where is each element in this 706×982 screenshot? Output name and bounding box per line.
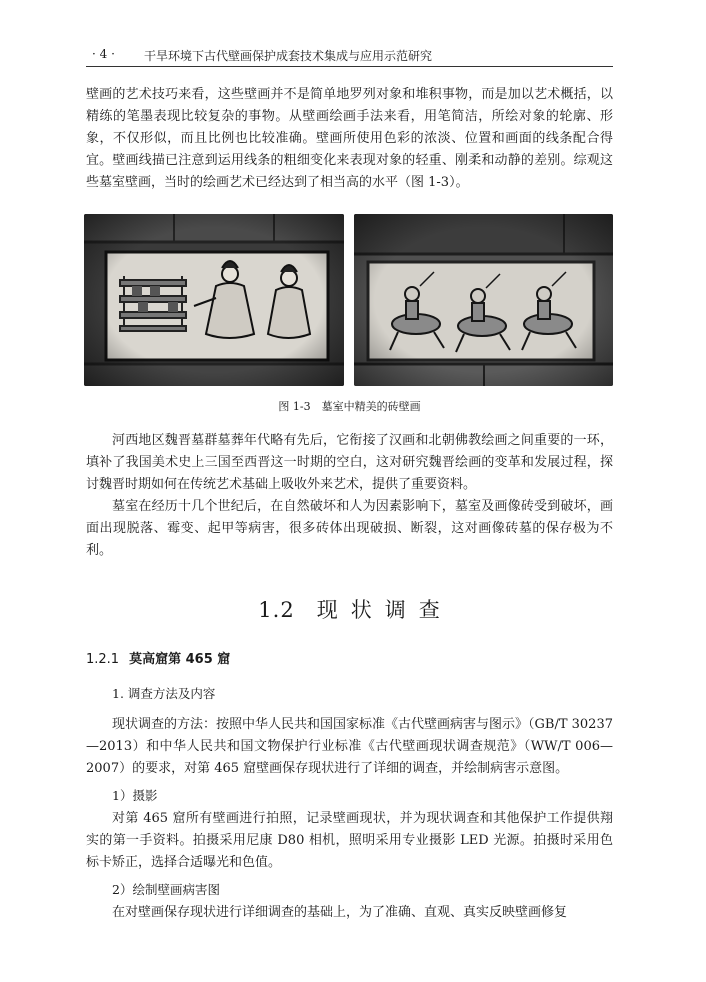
paragraph-hexi: 河西地区魏晋墓群墓葬年代略有先后，它衔接了汉画和北朝佛教绘画之间重要的一环，填补了我国美术史上三国至西晋这一时期的空白，这对研究魏晋绘画的变革和发展过程，探讨魏晋时期如何在传统艺术基础上吸收外来艺术，提供了重要资料。 xyxy=(86,433,613,492)
method-paragraph: 现状调查的方法：按照中华人民共和国国家标准《古代壁画病害与图示》（GB/T 30237—2013）和中华人民共和国文物保护行业标准《古代壁画现状调查规范》（WW/T 006—2007）的要求，对第 465 窟壁画保存现状进行了详细的调查，并绘制病害示意图。 xyxy=(86,717,613,776)
paragraph-damage: 墓室在经历十几个世纪后，在自然破坏和人为因素影响下，墓室及画像砖受到破坏，画面出现脱落、霉变、起甲等病害，很多砖体出现破损、断裂，这对画像砖墓的保存极为不利。 xyxy=(86,499,613,558)
section-title-char: 查 xyxy=(418,598,441,622)
section-title-char: 状 xyxy=(350,598,373,622)
photo-paragraph: 对第 465 窟所有壁画进行拍照，记录壁画现状，并为现状调查和其他保护工作提供翔实的第一手资料。拍摄采用尼康 D80 相机，照明采用专业摄影 LED 光源。拍摄时采用色标卡矫正，选择合适曝光和色值。 xyxy=(86,811,613,870)
section-number: 1.2 xyxy=(258,598,295,622)
sub-item-disease-map: 2）绘制壁画病害图 xyxy=(112,882,220,897)
section-title-char: 调 xyxy=(384,598,407,622)
intro-paragraph: 壁画的艺术技巧来看，这些壁画并不是简单地罗列对象和堆积事物，而是加以艺术概括，以精练的笔墨表现比较复杂的事物。从壁画绘画手法来看，用笔简洁，所绘对象的轮廓、形象，不仅形似，而且比例也比较准确。壁画所使用色彩的浓淡、位置和画面的线条配合得宜。壁画线描已注意到运用线条的粗细变化来表现对象的轻重、刚柔和动静的差别。综观这些墓室壁画，当时的绘画艺术已经达到了相当高的水平（图 1-3）。 xyxy=(86,87,613,190)
brick-mural-figures-image xyxy=(84,214,344,386)
item-survey-method: 1. 调查方法及内容 xyxy=(112,686,216,701)
section-title-char: 现 xyxy=(316,598,339,622)
brick-mural-horsemen-image xyxy=(354,214,613,386)
sub-item-photography: 1）摄影 xyxy=(112,788,158,803)
page-number: · 4 · xyxy=(92,47,115,61)
subsection-title: 莫高窟第 465 窟 xyxy=(129,652,231,667)
book-title: 干旱环境下古代壁画保护成套技术集成与应用示范研究 xyxy=(144,49,433,63)
subsection-number: 1.2.1 xyxy=(86,652,120,667)
section-heading xyxy=(86,594,613,624)
running-header xyxy=(86,44,613,67)
last-paragraph: 在对壁画保存现状进行详细调查的基础上，为了准确、直观、真实反映壁画修复 xyxy=(112,905,568,920)
figure-caption: 图 1-3 墓室中精美的砖壁画 xyxy=(278,400,421,413)
subsection-heading xyxy=(86,648,230,667)
